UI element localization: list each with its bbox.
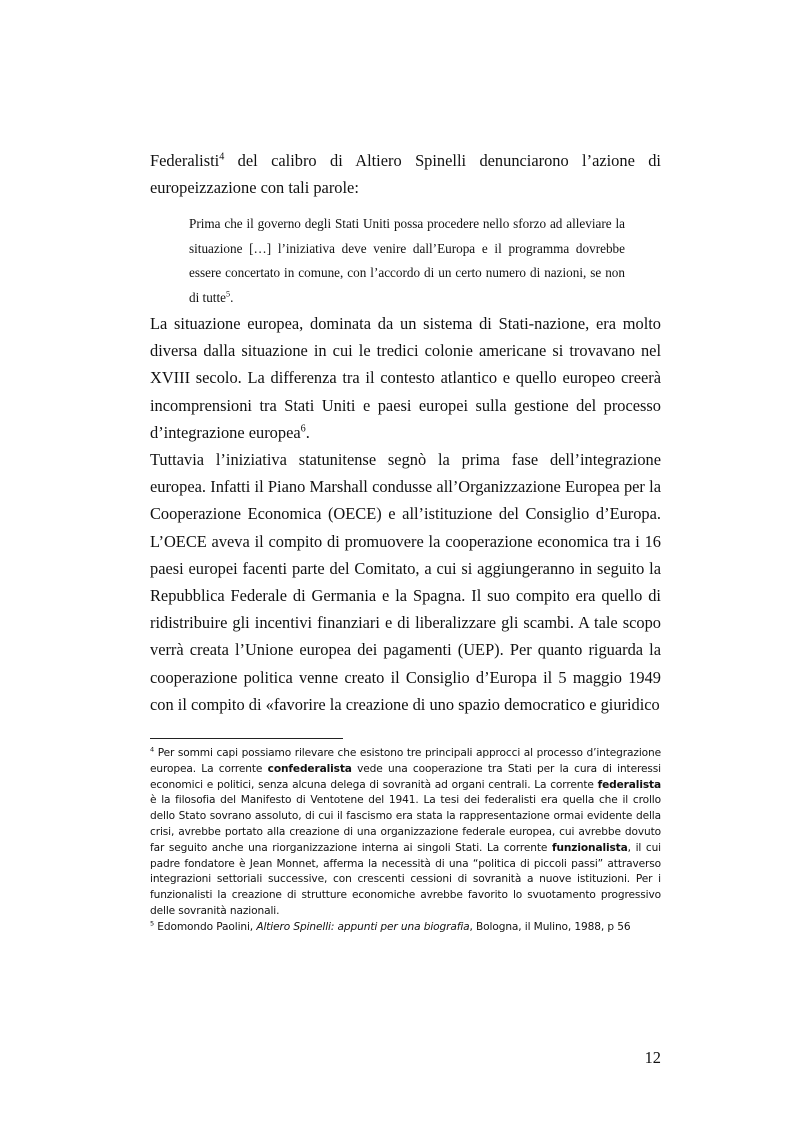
footnote-4-text-4: , il cui padre fondatore è Jean Monnet, afferma la necessità di una “politica di piccoli passi” attraverso integrazioni settoriali successive, con crescenti cessioni di sovranità a nuove istituzioni. Per i funzionalisti la creazione di strutture economiche avrebbe favorito lo svuotamento progressivo delle sovranità nazionali.	[150, 841, 661, 917]
footnote-4-text-1: Per sommi capi possiamo rilevare che esistono tre principali approcci al processo d’integrazione europea. La corrente	[150, 747, 661, 775]
footnote-ref-6[interactable]: 6	[300, 423, 306, 435]
footnote-5	[150, 920, 661, 936]
paragraph-3	[150, 446, 661, 718]
footnotes	[150, 746, 661, 936]
paragraph-3-text: Tuttavia l’iniziativa statunitense segnò la prima fase dell’integrazione europea. Infatti il Piano Marshall condusse all’Organizzazione Europea per la Cooperazione Economica (OECE) e all’istituzione del Consiglio d’Europa. L’OECE aveva il compito di promuovere la cooperazione economica tra i 16 paesi europei facenti parte del Comitato, a cui si aggiungeranno in seguito la Repubblica Federale di Germania e la Spagna. Il suo compito era quello di ridistribuire gli incentivi finanziari e di liberalizzare gli scambi. A tale scopo verrà creata l’Unione europea dei pagamenti (UEP). Per quanto riguarda la cooperazione politica venne creato il Consiglio d’Europa il 5 maggio 1949 con il compito di «favorire la creazione di uno spazio democratico e giuridico	[150, 450, 661, 714]
footnote-4	[150, 746, 661, 920]
intro-text-end: del calibro di Altiero Spinelli denunciarono l’azione di europeizzazione con tali parole:	[150, 151, 661, 198]
intro-text-start: Federalisti	[150, 151, 220, 170]
footnote-4-term-federalista: federalista	[597, 778, 661, 791]
footnote-5-book-title: Altiero Spinelli: appunti per una biografia	[256, 920, 470, 933]
quote-end: .	[230, 290, 234, 306]
footnote-4-text-3: è la filosofia del Manifesto di Ventotene del 1941. La tesi dei federalisti era quella che il crollo dello Stato sovrano assoluto, di cui il fascismo era stata la rappresentazione ormai evidente della crisi, avrebbe portato alla creazione di una organizzazione federale europea, cui avrebbe dovuto far seguito anche una riorganizzazione interna ai singoli Stati. La corrente	[150, 794, 661, 854]
paragraph-2-text: La situazione europea, dominata da un sistema di Stati-nazione, era molto diversa dalla situazione in cui le tredici colonie americane si trovavano nel XVIII secolo. La differenza tra il contesto atlantico e quello europeo creerà incomprensioni tra Stati Uniti e paesi europei sulla gestione del processo d’integrazione europea	[150, 314, 661, 442]
page-number: 12	[644, 1048, 661, 1067]
footnote-ref-4[interactable]: 4	[219, 151, 225, 163]
footnote-5-number: 5	[150, 919, 155, 928]
intro-paragraph	[150, 147, 661, 201]
footnote-5-publication: , Bologna, il Mulino, 1988, p 56	[469, 920, 631, 933]
footnote-5-author: Edomondo Paolini,	[154, 920, 257, 933]
paragraph-2	[150, 310, 661, 446]
block-quote	[189, 212, 625, 311]
footnote-4-term-confederalista: confederalista	[267, 762, 352, 775]
footnote-separator	[150, 738, 343, 739]
footnote-4-number: 4	[150, 745, 155, 754]
quote-text: Prima che il governo degli Stati Uniti possa procedere nello sforzo ad alleviare la situazione […] l’iniziativa deve venire dall’Europa e il programma dovrebbe essere concertato in comune, con l’accordo di un certo numero di nazioni, se non di tutte	[189, 216, 625, 306]
footnote-4-text-2: vede una cooperazione tra Stati per la cura di interessi economici e politici, senza alcuna delega di sovranità ad organi centrali. La corrente	[150, 762, 661, 791]
footnote-4-term-funzionalista: funzionalista	[551, 841, 628, 854]
footnote-ref-5[interactable]: 5	[226, 289, 231, 299]
paragraph-2-end: .	[305, 422, 310, 442]
main-text	[150, 310, 661, 718]
